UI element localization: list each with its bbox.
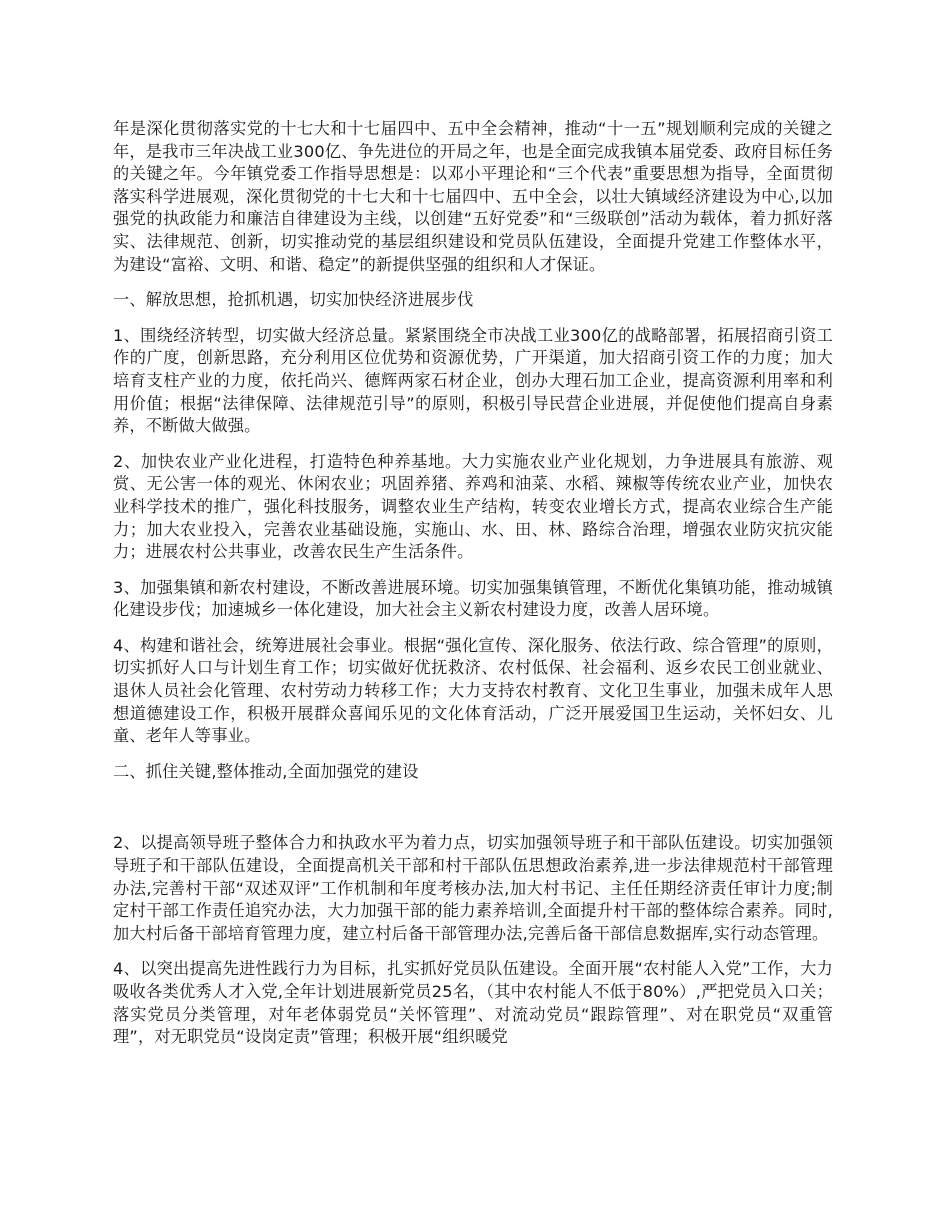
blank-gap xyxy=(113,796,833,832)
paragraph-economic-transformation: 1、围绕经济转型，切实做大经济总量。紧紧围绕全市决战工业300亿的战略部署，拓展招商引资工作的广度，创新思路，充分利用区位优势和资源优势，广开渠道，加大招商引资工作的力度；加大培育支柱产业的力度，依托尚兴、德辉两家石材企业，创办大理石加工企业，提高资源利用率和利用价值；根据“法律保障、法律规范引导”的原则，积极引导民营企业进展，并促使他们提高自身素养，不断做大做强。 xyxy=(113,325,833,436)
paragraph-harmonious-society: 4、构建和谐社会，统筹进展社会事业。根据“强化宣传、深化服务、依法行政、综合管理”的原则，切实抓好人口与计划生育工作；切实做好优抚救济、农村低保、社会福利、返乡农民工创业就业、退休人员社会化管理、农村劳动力转移工作；大力支持农村教育、文化卫生事业，加强未成年人思想道德建设工作，积极开展群众喜闻乐见的文化体育活动，广泛开展爱国卫生运动，关怀妇女、儿童、老年人等事业。 xyxy=(113,635,833,746)
document-page xyxy=(113,118,833,1062)
paragraph-leadership-team: 2、以提高领导班子整体合力和执政水平为着力点，切实加强领导班子和干部队伍建设。切实加强领导班子和干部队伍建设，全面提高机关干部和村干部队伍思想政治素养,进一步法律规范村干部管理办法,完善村干部“双述双评”工作机制和年度考核办法,加大村书记、主任任期经济责任审计力度;制定村干部工作责任追究办法，大力加强干部的能力素养培训,全面提升村干部的整体综合素养。同时,加大村后备干部培育管理力度，建立村后备干部管理办法,完善后备干部信息数据库,实行动态管理。 xyxy=(113,833,833,943)
section-heading-2: 二、抓住关键,整体推动,全面加强党的建设 xyxy=(113,761,419,781)
paragraph-agriculture: 2、加快农业产业化进程，打造特色种养基地。大力实施农业产业化规划，力争进展具有旅游、观赏、无公害一体的观光、休闲农业；巩固养猪、养鸡和油菜、水稻、辣椒等传统农业产业，加快农业科学技术的推广，强化科技服务，调整农业生产结构，转变农业增长方式，提高农业综合生产能力；加大农业投入，完善农业基础设施，实施山、水、田、林、路综合治理，增强农业防灾抗灾能力；进展农村公共事业，改善农民生产生活条件。 xyxy=(113,451,833,562)
intro-paragraph: 年是深化贯彻落实党的十七大和十七届四中、五中全会精神，推动“十一五”规划顺利完成的关键之年，是我市三年决战工业300亿、争先进位的开局之年，也是全面完成我镇本届党委、政府目标任务的关键之年。今年镇党委工作指导思想是：以邓小平理论和“三个代表”重要思想为指导，全面贯彻落实科学进展观，深化贯彻党的十七大和十七届四中、五中全会，以壮大镇域经济建设为中心,以加强党的执政能力和廉洁自律建设为主线，以创建“五好党委”和“三级联创”活动为载体，着力抓好落实、法律规范、创新，切实推动党的基层组织建设和党员队伍建设，全面提升党建工作整体水平，为建设“富裕、文明、和谐、稳定”的新提供坚强的组织和人才保证。 xyxy=(113,119,833,274)
paragraph-town-construction: 3、加强集镇和新农村建设，不断改善进展环境。切实加强集镇管理，不断优化集镇功能，推动城镇化建设步伐；加速城乡一体化建设，加大社会主义新农村建设力度，改善人居环境。 xyxy=(113,577,833,620)
section-heading-1: 一、解放思想，抢抓机遇，切实加快经济进展步伐 xyxy=(113,290,474,310)
paragraph-party-members: 4、以突出提高先进性践行力为目标，扎实抓好党员队伍建设。全面开展“农村能人入党”工作，大力吸收各类优秀人才入党,全年计划进展新党员25名，（其中农村能人不低于80%）,严把党员入口关；落实党员分类管理，对年老体弱党员“关怀管理”、对流动党员“跟踪管理”、对在职党员“双重管理”，对无职党员“设岗定责”管理；积极开展“组织暖党 xyxy=(113,959,833,1047)
